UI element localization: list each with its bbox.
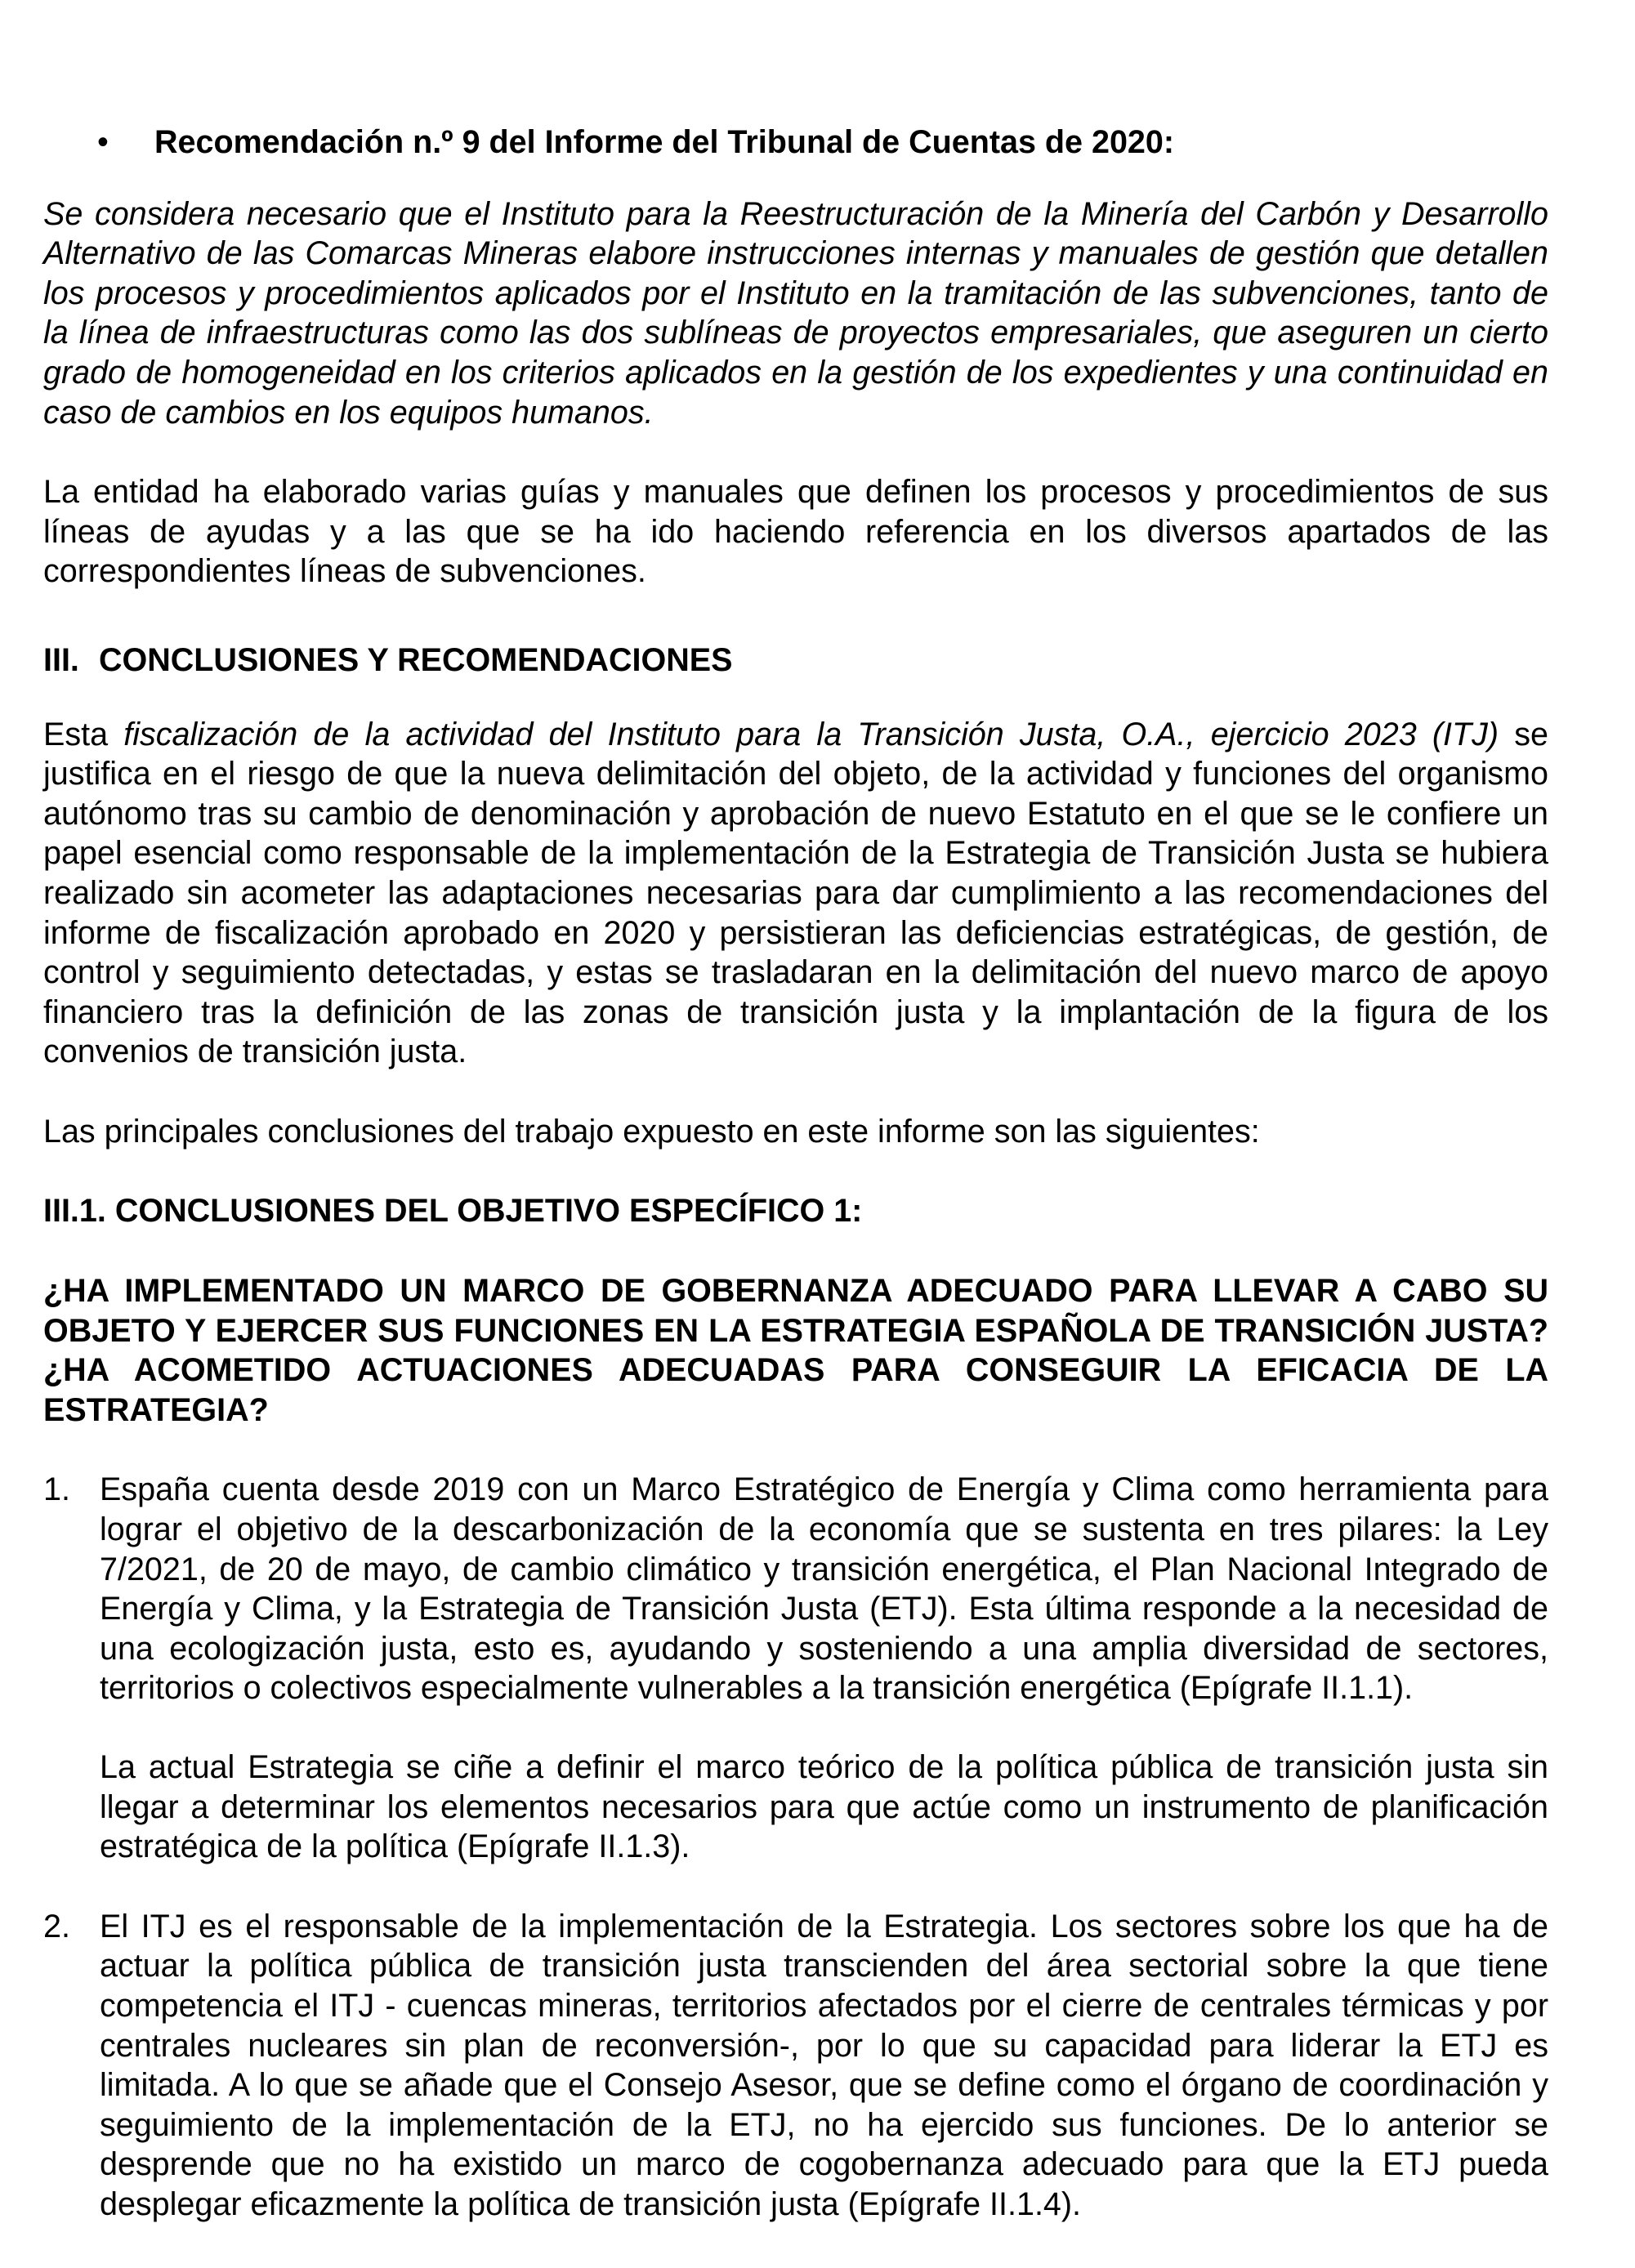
conclusion-item [43, 1470, 1548, 1866]
bullet-icon: • [97, 124, 109, 160]
item-body [100, 1470, 1548, 1866]
conclusions-lead-in: Las principales conclusiones del trabajo expuesto en este informe son las siguientes: [43, 1113, 1260, 1150]
recommendation-heading [43, 123, 1548, 163]
item-paragraph: España cuenta desde 2019 con un Marco Estratégico de Energía y Clima como herramienta para lograr el objetivo de la descarbonización de la economía que se sustenta en tres pilares: la Ley 7/2021, de 20 de mayo, de cambio climático y transición energética, el Plan Nacional Integrado de Energía y Clima, y la Estrategia de Transición Justa (ETJ). Esta última responde a la necesidad de una ecologización justa, esto es, ayudando y sosteniendo a una amplia diversidad de sectores, territorios o colectivos especialmente vulnerables a la transición energética (Epígrafe II.1.1). [100, 1471, 1548, 1707]
recommendation-response: La entidad ha elaborado varias guías y manuales que definen los procesos y procedimientos de sus líneas de ayudas y a las que se ha ido haciendo referencia en los diversos apartados de las correspondientes líneas de subvenciones. [43, 474, 1548, 590]
intro-italic: fiscalización de la actividad del Instituto para la Transición Justa, O.A., ejercicio 2023 (ITJ) [123, 716, 1499, 752]
intro-rest: se justifica en el riesgo de que la nueva delimitación del objeto, de la actividad y funciones del organismo autónomo tras su cambio de denominación y aprobación de nuevo Estatuto en el que se le confiere un papel esencial como responsable de la implementación de la Estrategia de Transición Justa se hubiera realizado sin acometer las adaptaciones necesarias para dar cumplimiento a las recomendaciones del informe de fiscalización aprobado en 2020 y persistieran las deficiencias estratégicas, de gestión, de control y seguimiento detectadas, y estas se trasladaran en la delimitación del nuevo marco de apoyo financiero tras la definición de las zonas de transición justa y la implantación de la figura de los convenios de transición justa. [43, 716, 1548, 1070]
section-number: III. [43, 641, 79, 678]
section-title: CONCLUSIONES Y RECOMENDACIONES [99, 641, 733, 678]
section-intro [43, 715, 1548, 1072]
item-number: 2. [43, 1908, 70, 1944]
item-paragraph: La actual Estrategia se ciñe a definir el marco teórico de la política pública de transición justa sin llegar a determinar los elementos necesarios para que actúe como un instrumento de planificación estratégica de la política (Epígrafe II.1.3). [100, 1749, 1548, 1865]
item-paragraph: El ITJ es el responsable de la implementación de la Estrategia. Los sectores sobre los que ha de actuar la política pública de transición justa transcienden del área sectorial sobre la que tiene competencia el ITJ - cuencas mineras, territorios afectados por el cierre de centrales térmicas y por centrales nucleares sin plan de reconversión-, por lo que su capacidad para liderar la ETJ es limitada. A lo que se añade que el Consejo Asesor, que se define como el órgano de coordinación y seguimiento de la implementación de la ETJ, no ha ejercido sus funciones. De lo anterior se desprende que no ha existido un marco de cogobernanza adecuado para que la ETJ pueda desplegar eficazmente la política de transición justa (Epígrafe II.1.4). [100, 1908, 1548, 2222]
recommendation-quote: Se considera necesario que el Instituto para la Reestructuración de la Minería del Carbón y Desarrollo Alternativo de las Comarcas Mineras elabore instrucciones internas y manuales de gestión que detallen los procesos y procedimientos aplicados por el Instituto en la tramitación de las subvenciones, tanto de la línea de infraestructuras como las dos sublíneas de proyectos empresariales, que aseguren un cierto grado de homogeneidad en los criterios aplicados en la gestión de los expedientes y una continuidad en caso de cambios en los equipos humanos. [43, 195, 1548, 431]
item-number: 1. [43, 1471, 70, 1508]
recommendation-title: Recomendación n.º 9 del Informe del Tribunal de Cuentas de 2020: [154, 124, 1175, 160]
document-page [43, 123, 1548, 2225]
item-body [100, 1907, 1548, 2225]
section-heading [43, 641, 1548, 681]
objective-question: ¿HA IMPLEMENTADO UN MARCO DE GOBERNANZA ADECUADO PARA LLEVAR A CABO SU OBJETO Y EJERCER SUS FUNCIONES EN LA ESTRATEGIA ESPAÑOLA DE TRANSICIÓN JUSTA? ¿HA ACOMETIDO ACTUACIONES ADECUADAS PARA CONSEGUIR LA EFICACIA DE LA ESTRATEGIA? [43, 1273, 1548, 1428]
conclusion-item [43, 1907, 1548, 2225]
intro-start: Esta [43, 716, 124, 752]
subsection-title: III.1. CONCLUSIONES DEL OBJETIVO ESPECÍFICO 1: [43, 1193, 863, 1230]
